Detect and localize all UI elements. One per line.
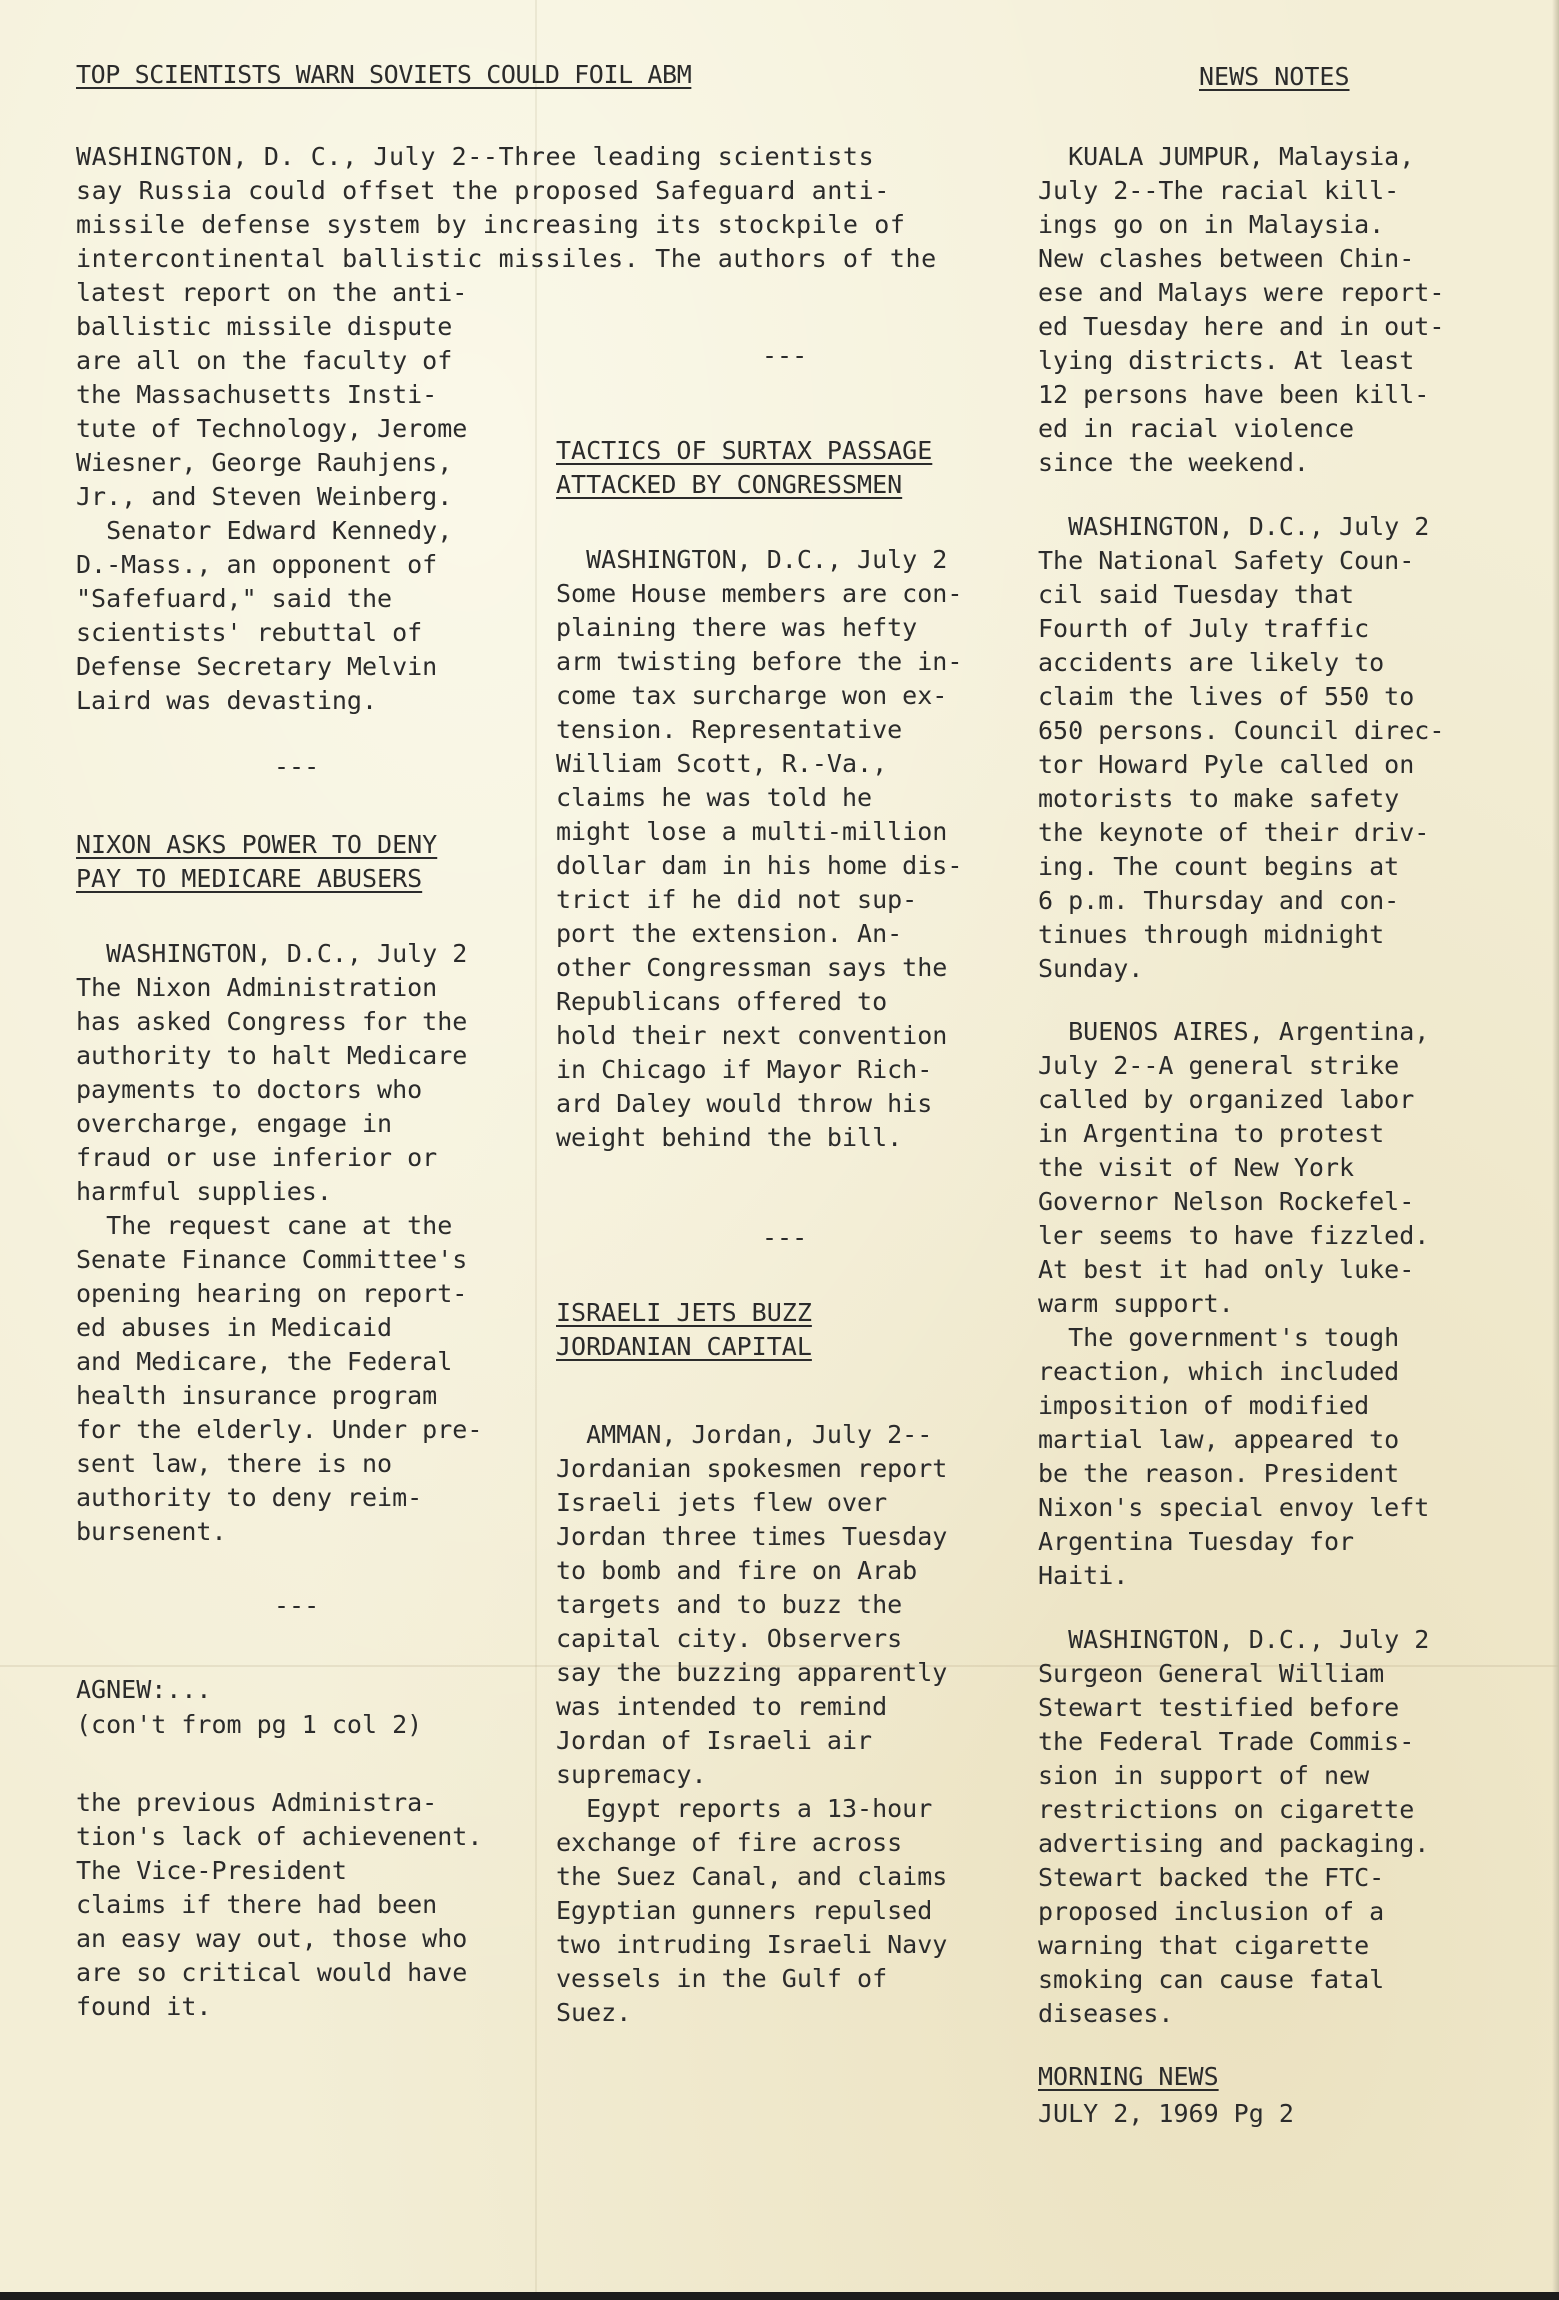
nixon-article-body: WASHINGTON, D.C., July 2 The Nixon Administration has asked Congress for the authority to halt Medicare payments to doctors who overcharge, engage in fraud or use inferior or harmful supplies. The request cane at the Senate Finance Committee's opening hearing on report- ed abuses in Medicaid and Medicare, the Federal health insurance program for the elderly. Under pre- sent law, there is no authority to deny reim- bursenent. xyxy=(76,939,483,1546)
abm-article-body: latest report on the anti- ballistic missile dispute are all on the faculty of the Massachusetts Insti- tute of Technology, Jerome Wiesner, George Rauhjens, Jr., and Steven Weinberg. Senator Edward Kennedy, D.-Mass., an opponent of "Safefuard," said the scientists' rebuttal of Defense Secretary Melvin Laird was devasting. xyxy=(76,278,468,715)
agnew-headline: AGNEW:... xyxy=(76,1675,212,1704)
surtax-headline: TACTICS OF SURTAX PASSAGE ATTACKED BY CONGRESSMEN xyxy=(556,436,933,499)
news-notes-headline: NEWS NOTES xyxy=(1199,62,1350,91)
buenos-aires-note: BUENOS AIRES, Argentina, July 2--A general strike called by organized labor in Argentina to protest the visit of New York Governor Nelson Rockefel- ler seems to have fizzled. At best it had only luke- warm support. The government's tough reaction, which included imposition of modified martial law, appeared to be the reason. President Nixon's special envoy left Argentina Tuesday for Haiti. xyxy=(1038,1017,1430,1590)
page-bottom-edge xyxy=(0,2292,1559,2300)
safety-council-note: WASHINGTON, D.C., July 2 The National Safety Coun- cil said Tuesday that Fourth of July traffic accidents are likely to claim the lives of 550 to 650 persons. Council direc- tor Howard Pyle called on motorists to make safety the keynote of their driv- ing. The count begins at 6 p.m. Thursday and con- tinues through midnight Sunday. xyxy=(1038,512,1445,983)
agnew-continuation-note: (con't from pg 1 col 2) xyxy=(76,1710,423,1739)
kuala-lumpur-note: KUALA JUMPUR, Malaysia, July 2--The racial kill- ings go on in Malaysia. New clashes between Chin- ese and Malays were report- ed Tuesday here and in out- lying districts. At least 12 persons have been kill- ed in racial violence since the weekend. xyxy=(1038,142,1445,477)
page-edge-shadow xyxy=(1552,0,1559,2300)
agnew-article-body: the previous Administra- tion's lack of achievenent. The Vice-President claims if there had been an easy way out, those who are so critical would have found it. xyxy=(76,1788,483,2021)
israeli-article-body: AMMAN, Jordan, July 2-- Jordanian spokesmen report Israeli jets flew over Jordan three times Tuesday to bomb and fire on Arab targets and to buzz the capital city. Observers say the buzzing apparently was intended to remind Jordan of Israeli air supremacy. Egypt reports a 13-hour exchange of fire across the Suez Canal, and claims Egyptian gunners repulsed two intruding Israeli Navy vessels in the Gulf of Suez. xyxy=(556,1420,948,2027)
separator: --- xyxy=(762,341,808,370)
abm-headline: TOP SCIENTISTS WARN SOVIETS COULD FOIL ABM xyxy=(76,60,692,89)
footer-paper-name: MORNING NEWS xyxy=(1038,2062,1219,2091)
surgeon-general-note: WASHINGTON, D.C., July 2 Surgeon General William Stewart testified before the Federal Trade Commis- sion in support of new restrictions on cigarette advertising and packaging. Stewart backed the FTC- proposed inclusion of a warning that cigarette smoking can cause fatal diseases. xyxy=(1038,1625,1430,2028)
separator: --- xyxy=(762,1223,808,1252)
nixon-headline: NIXON ASKS POWER TO DENY PAY TO MEDICARE ABUSERS xyxy=(76,830,438,893)
footer-date-page: JULY 2, 1969 Pg 2 xyxy=(1038,2099,1294,2128)
separator: --- xyxy=(274,1591,320,1620)
separator: --- xyxy=(274,752,320,781)
abm-article-lead: WASHINGTON, D. C., July 2--Three leading scientists say Russia could offset the proposed Safeguard anti- missile defense system by increasing its stockpile of intercontinental ballistic missiles. The authors of the xyxy=(76,142,937,273)
israeli-headline: ISRAELI JETS BUZZ JORDANIAN CAPITAL xyxy=(556,1298,812,1361)
surtax-article-body: WASHINGTON, D.C., July 2 Some House members are con- plaining there was hefty arm twisting before the in- come tax surcharge won ex- tension. Representative William Scott, R.-Va., claims he was told he might lose a multi-million dollar dam in his home dis- trict if he did not sup- port the extension. An- other Congressman says the Republicans offered to hold their next convention in Chicago if Mayor Rich- ard Daley would throw his weight behind the bill. xyxy=(556,545,963,1152)
paper-fold-vertical xyxy=(535,0,537,2300)
